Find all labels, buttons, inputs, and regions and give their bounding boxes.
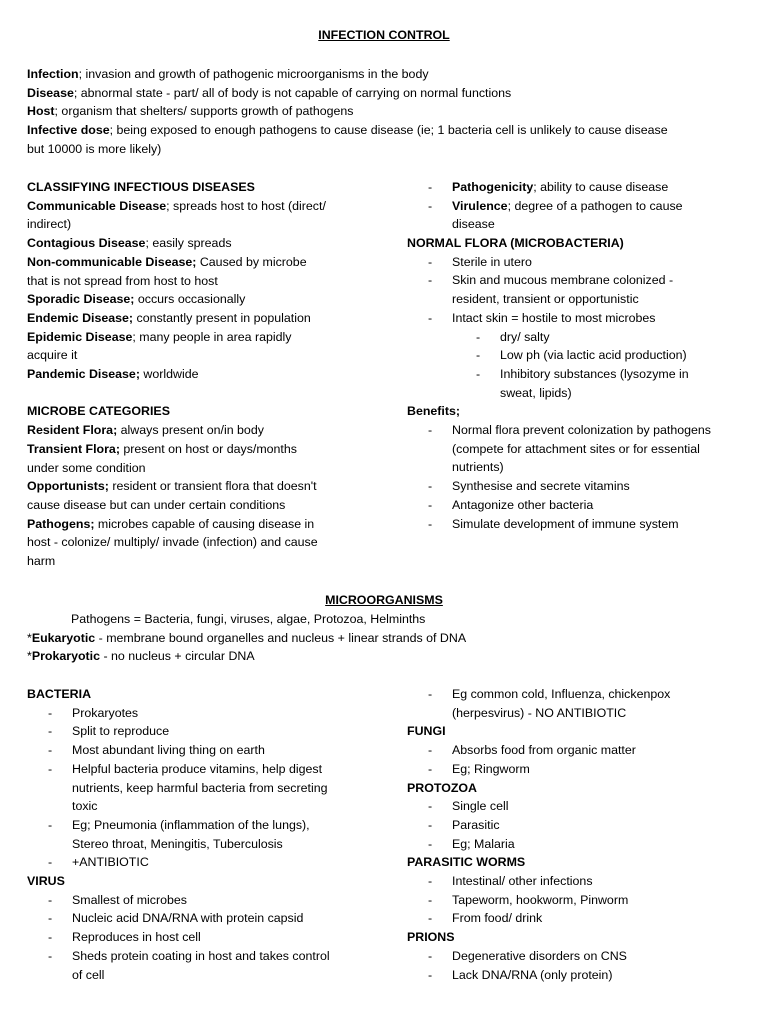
resident-flora: Resident Flora; always present on/in body bbox=[27, 423, 264, 438]
list-item-cont: (herpesvirus) - NO ANTIBIOTIC bbox=[452, 705, 627, 720]
epidemic-disease-cont: acquire it bbox=[27, 348, 78, 363]
list-item: - Helpful bacteria produce vitamins, help digest bbox=[48, 760, 377, 779]
endemic-disease: Endemic Disease; constantly present in population bbox=[27, 310, 311, 325]
epidemic-disease: Epidemic Disease; many people in area rapidly bbox=[27, 329, 292, 344]
transient-flora: Transient Flora; present on host or days/months bbox=[27, 441, 297, 456]
list-item: - Eg; Pneumonia (inflammation of the lungs), bbox=[48, 816, 377, 835]
transient-flora-cont: under some condition bbox=[27, 460, 146, 475]
fungi-heading: FUNGI bbox=[407, 724, 446, 739]
def-infection: Infection; invasion and growth of pathogenic microorganisms in the body bbox=[27, 67, 429, 81]
normal-flora-heading: NORMAL FLORA (MICROBACTERIA) bbox=[407, 236, 624, 250]
microorganisms-intro bbox=[27, 610, 466, 666]
prions-list bbox=[407, 947, 757, 984]
list-item-cont: nutrients) bbox=[452, 460, 504, 475]
eukaryotic: *Eukaryotic - membrane bound organelles and nucleus + linear strands of DNA bbox=[27, 630, 467, 645]
def-infective-dose-cont: but 10000 is more likely) bbox=[27, 141, 162, 156]
pathogens: Pathogens; microbes capable of causing disease in bbox=[27, 516, 315, 531]
prions-heading: PRIONS bbox=[407, 930, 455, 945]
communicable-disease: Communicable Disease; spreads host to host (direct/ bbox=[27, 198, 326, 213]
list-item: - Nucleic acid DNA/RNA with protein capsid bbox=[48, 909, 377, 928]
list-item: - Synthesise and secrete vitamins bbox=[428, 477, 757, 496]
list-item: - Eg; Ringworm bbox=[428, 760, 757, 779]
left-column-1 bbox=[27, 178, 377, 571]
bacteria-heading: BACTERIA bbox=[27, 687, 92, 701]
list-item-cont: (compete for attachment sites or for essential bbox=[452, 441, 700, 456]
opportunists-cont: cause disease but can under certain conditions bbox=[27, 497, 286, 512]
list-item: - Skin and mucous membrane colonized - bbox=[428, 271, 757, 290]
list-item-cont: Stereo throat, Meningitis, Tuberculosis bbox=[72, 836, 283, 851]
list-item: - Tapeworm, hookworm, Pinworm bbox=[428, 891, 757, 910]
sub-list-item-cont: sweat, lipids) bbox=[500, 385, 572, 400]
list-item: - From food/ drink bbox=[428, 909, 757, 928]
list-item-cont: nutrients, keep harmful bacteria from secreting bbox=[72, 780, 328, 795]
def-infective-dose: Infective dose; being exposed to enough pathogens to cause disease (ie; 1 bacteria cell is unlikely to cause disease bbox=[27, 123, 668, 138]
list-item: - Split to reproduce bbox=[48, 722, 377, 741]
list-item: - Intestinal/ other infections bbox=[428, 872, 757, 891]
list-item: - Sheds protein coating in host and takes control bbox=[48, 947, 377, 966]
list-item: - Eg; Malaria bbox=[428, 835, 757, 854]
sub-list-item: - Low ph (via lactic acid production) bbox=[476, 346, 757, 365]
list-item: - Absorbs food from organic matter bbox=[428, 741, 757, 760]
list-item: - Eg common cold, Influenza, chickenpox bbox=[428, 685, 757, 704]
left-column-2 bbox=[27, 685, 377, 984]
right-column-1 bbox=[428, 178, 758, 234]
list-item: - Reproduces in host cell bbox=[48, 928, 377, 947]
list-item: - Parasitic bbox=[428, 816, 757, 835]
virus-heading: VIRUS bbox=[27, 874, 65, 889]
sporadic-disease: Sporadic Disease; occurs occasionally bbox=[27, 292, 246, 307]
list-item: - Antagonize other bacteria bbox=[428, 496, 757, 515]
communicable-disease-cont: indirect) bbox=[27, 217, 72, 232]
right-column-2 bbox=[407, 685, 757, 984]
sub-list-item: - Inhibitory substances (lysozyme in bbox=[476, 365, 757, 384]
non-communicable-disease: Non-communicable Disease; Caused by microbe bbox=[27, 254, 307, 269]
microorganisms-title: MICROORGANISMS bbox=[325, 593, 443, 607]
non-communicable-disease-cont: that is not spread from host to host bbox=[27, 273, 218, 288]
fungi-list bbox=[407, 741, 757, 778]
virulence-cont: disease bbox=[452, 217, 495, 232]
list-item: - Single cell bbox=[428, 797, 757, 816]
list-item-cont: resident, transient or opportunistic bbox=[452, 292, 639, 307]
parasitic-worms-list bbox=[407, 872, 757, 928]
virus-list bbox=[27, 891, 377, 985]
list-item: - Prokaryotes bbox=[48, 704, 377, 723]
list-item: - Degenerative disorders on CNS bbox=[428, 947, 757, 966]
list-item: - Simulate development of immune system bbox=[428, 515, 757, 534]
contagious-disease: Contagious Disease; easily spreads bbox=[27, 236, 232, 251]
list-item: - Smallest of microbes bbox=[48, 891, 377, 910]
list-item: - Intact skin = hostile to most microbes bbox=[428, 309, 757, 328]
pandemic-disease: Pandemic Disease; worldwide bbox=[27, 367, 199, 382]
definitions bbox=[27, 65, 668, 159]
protozoa-heading: PROTOZOA bbox=[407, 780, 477, 795]
opportunists: Opportunists; resident or transient flora that doesn't bbox=[27, 479, 317, 494]
classifying-heading: CLASSIFYING INFECTIOUS DISEASES bbox=[27, 180, 255, 194]
page-title: INFECTION CONTROL bbox=[318, 28, 450, 42]
list-item: - Lack DNA/RNA (only protein) bbox=[428, 966, 757, 985]
def-host: Host; organism that shelters/ supports growth of pathogens bbox=[27, 104, 354, 119]
virulence: - Virulence; degree of a pathogen to cause bbox=[428, 197, 758, 216]
list-item: - Most abundant living thing on earth bbox=[48, 741, 377, 760]
normal-flora-section bbox=[407, 234, 757, 533]
microbe-categories-heading: MICROBE CATEGORIES bbox=[27, 404, 170, 419]
sub-list-item: - dry/ salty bbox=[476, 328, 757, 347]
pathogens-cont-1: host - colonize/ multiply/ invade (infection) and cause bbox=[27, 535, 318, 550]
pathogenicity: - Pathogenicity; ability to cause disease bbox=[428, 178, 758, 197]
parasitic-worms-heading: PARASITIC WORMS bbox=[407, 855, 526, 870]
benefits-list bbox=[407, 421, 757, 533]
benefits-heading: Benefits; bbox=[407, 404, 461, 419]
list-item-cont: of cell bbox=[72, 967, 105, 982]
bacteria-list bbox=[27, 704, 377, 872]
pathogens-list: Pathogens = Bacteria, fungi, viruses, algae, Protozoa, Helminths bbox=[71, 612, 426, 626]
list-item-cont: toxic bbox=[72, 799, 98, 814]
spacer bbox=[27, 384, 377, 403]
protozoa-list bbox=[407, 797, 757, 853]
normal-flora-list bbox=[407, 253, 757, 403]
list-item: - Sterile in utero bbox=[428, 253, 757, 272]
def-disease: Disease; abnormal state - part/ all of body is not capable of carrying on normal functions bbox=[27, 85, 512, 100]
pathogens-cont-2: harm bbox=[27, 554, 56, 569]
virus-list-cont bbox=[407, 685, 757, 722]
list-item: - Normal flora prevent colonization by pathogens bbox=[428, 421, 757, 440]
prokaryotic: *Prokaryotic - no nucleus + circular DNA bbox=[27, 649, 255, 664]
list-item: - +ANTIBIOTIC bbox=[48, 853, 377, 872]
